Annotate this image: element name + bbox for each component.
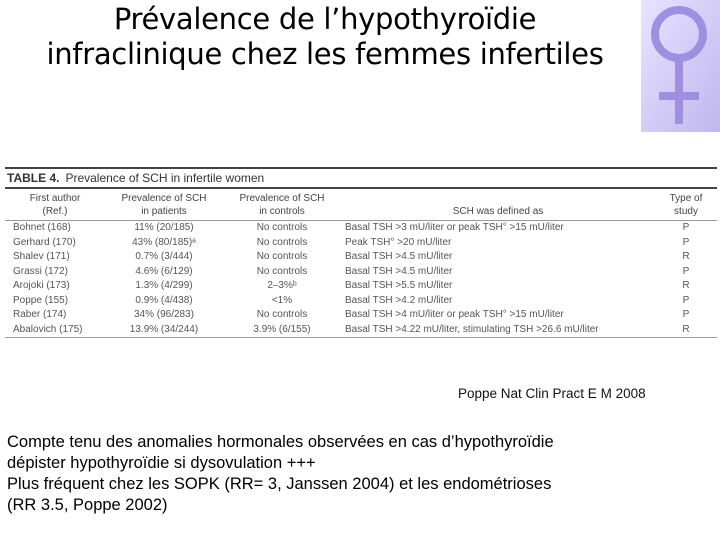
table-cell: 13.9% (34/244) [105, 323, 223, 338]
table-row [5, 265, 717, 280]
table-row [5, 294, 717, 309]
table-cell: Poppe (155) [13, 294, 69, 306]
table-cell: Basal TSH >4 mU/liter or peak TSH° >15 mU/liter [345, 309, 564, 320]
table-cell: P [682, 309, 690, 320]
table-header-row [5, 189, 717, 221]
table-row [5, 308, 717, 323]
column-header: Type of study [655, 189, 717, 221]
table-cell: R [682, 280, 690, 291]
slide-title [0, 2, 650, 72]
table-cell: Basal TSH >4.5 mU/liter [345, 251, 453, 262]
table-cell: P [682, 236, 690, 248]
column-header: SCH was defined as [341, 189, 655, 221]
column-header: First author (Ref.) [5, 189, 105, 221]
table-cell: Raber (174) [13, 309, 67, 320]
table-cell: Basal TSH >3 mU/liter or peak TSH° >15 mU/liter [345, 222, 564, 233]
table-cell: 4.6% (6/129) [135, 265, 193, 277]
table-cell: Abalovich (175) [5, 323, 105, 338]
table-row [5, 221, 717, 236]
female-symbol-icon [641, 0, 720, 132]
table-cell: Basal TSH >4.5 mU/liter [345, 265, 453, 277]
table-cell: 1.3% (4/299) [135, 280, 193, 291]
table-row [5, 323, 717, 338]
table-cell: No controls [256, 265, 308, 277]
table-cell: No controls [256, 236, 308, 248]
table-cell: 34% (96/283) [133, 309, 195, 320]
table-cell: No controls [256, 251, 308, 262]
data-table [5, 189, 717, 338]
table-row [5, 279, 717, 294]
table-caption-text: Prevalence of SCH in infertile women [65, 171, 265, 185]
table-cell: 0.7% (3/444) [135, 251, 193, 262]
table-cell: R [655, 323, 717, 338]
sch-prevalence-table [5, 167, 717, 350]
conclusion-text [7, 432, 713, 516]
title-line-2: infraclinique chez les femmes infertiles [46, 37, 604, 71]
table-cell: Arojoki (173) [13, 280, 70, 291]
table-label: TABLE 4. [7, 171, 60, 185]
table-row [5, 236, 717, 251]
table-cell: Basal TSH >4.22 mU/liter, stimulating TSH >26.6 mU/liter [341, 323, 655, 338]
table-cell: Peak TSH° >20 mU/liter [345, 236, 452, 248]
table-cell: Gerhard (170) [13, 236, 76, 248]
table-row [5, 250, 717, 265]
title-line-1: Prévalence de l’hypothyroïdie [113, 2, 537, 36]
table-cell: 2–3%ᵇ [267, 280, 297, 291]
source-credit: Poppe Nat Clin Pract E M 2008 [458, 386, 646, 401]
column-header: Prevalence of SCH in patients [105, 189, 223, 221]
female-symbol-image [641, 0, 720, 132]
table-cell: 0.9% (4/438) [135, 294, 193, 306]
table-cell: No controls [256, 222, 308, 233]
table-cell: No controls [256, 309, 308, 320]
table-caption [5, 167, 717, 189]
column-header: Prevalence of SCH in controls [223, 189, 341, 221]
table-cell: P [682, 265, 690, 277]
table-cell: 3.9% (6/155) [223, 323, 341, 338]
table-cell: R [682, 251, 690, 262]
table-body [5, 221, 717, 338]
note-line-3: Plus fréquent chez les SOPK (RR= 3, Janssen 2004) et les endométrioses [7, 475, 552, 493]
note-line-2: dépister hypothyroïdie si dysovulation +++ [7, 454, 316, 472]
table-cell: Basal TSH >4.2 mU/liter [345, 294, 453, 306]
table-cell: 11% (20/185) [134, 222, 194, 233]
table-cell: Grassi (172) [13, 265, 69, 277]
table-cell: 43% (80/185)ᵃ [132, 236, 196, 248]
note-line-4: (RR 3.5, Poppe 2002) [7, 496, 168, 514]
table-cell: <1% [271, 294, 293, 306]
table-cell: P [682, 222, 690, 233]
note-line-1: Compte tenu des anomalies hormonales observées en cas d’hypothyroïdie [7, 433, 554, 451]
table-cell: P [682, 294, 690, 306]
table-cell: Bohnet (168) [13, 222, 71, 233]
table-cell: Shalev (171) [13, 251, 70, 262]
table-cell: Basal TSH >5.5 mU/liter [345, 280, 453, 291]
